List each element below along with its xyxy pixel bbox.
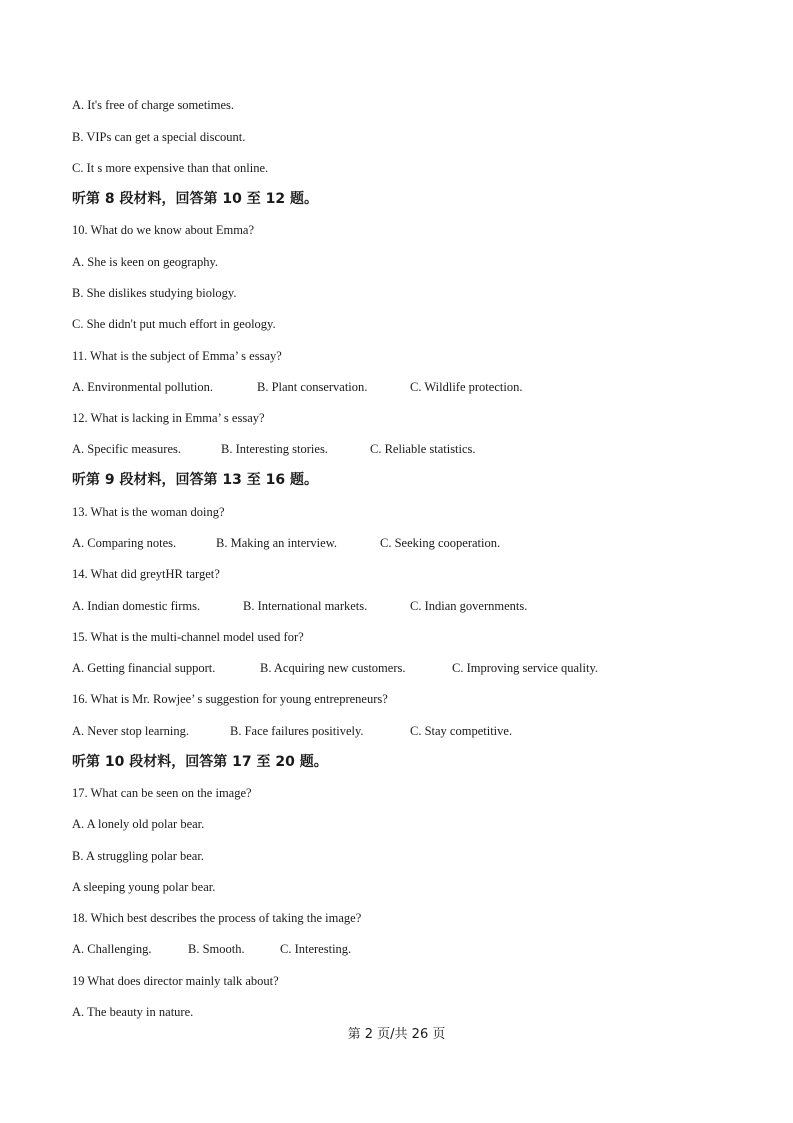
section-heading: 听第 10 段材料，回答第 17 至 20 题。 xyxy=(72,754,328,770)
option-line: B. A struggling polar bear. xyxy=(72,849,204,863)
option-line: B. She dislikes studying biology. xyxy=(72,286,237,300)
question: 15. What is the multi-channel model used for? xyxy=(72,630,304,644)
option-line: A. The beauty in nature. xyxy=(72,1005,194,1019)
option-line: A sleeping young polar bear. xyxy=(72,880,216,894)
question: 12. What is lacking in Emma’ s essay? xyxy=(72,411,265,425)
option-row xyxy=(72,660,598,676)
option: A. Comparing notes. xyxy=(72,536,177,550)
option: B. Making an interview. xyxy=(216,536,338,550)
option-row xyxy=(72,379,522,395)
option-line: B. VIPs can get a special discount. xyxy=(72,130,246,144)
option-row xyxy=(72,941,351,957)
section-heading: 听第 8 段材料，回答第 10 至 12 题。 xyxy=(72,191,318,207)
option: C. Seeking cooperation. xyxy=(380,536,501,550)
option: A. Indian domestic firms. xyxy=(72,599,201,613)
section-heading: 听第 9 段材料，回答第 13 至 16 题。 xyxy=(72,472,318,488)
question: 18. Which best describes the process of taking the image? xyxy=(72,911,362,925)
option: A. Getting financial support. xyxy=(72,661,216,675)
option: B. International markets. xyxy=(243,599,368,613)
option: A. Challenging. xyxy=(72,942,152,956)
question: 13. What is the woman doing? xyxy=(72,505,225,519)
option-line: C. It s more expensive than that online. xyxy=(72,161,269,175)
option: B. Interesting stories. xyxy=(221,442,328,456)
option-row xyxy=(72,441,476,457)
option: B. Face failures positively. xyxy=(230,724,364,738)
option: C. Interesting. xyxy=(280,942,352,956)
option: A. Specific measures. xyxy=(72,442,181,456)
question: 11. What is the subject of Emma’ s essay? xyxy=(72,349,282,363)
question: 17. What can be seen on the image? xyxy=(72,786,252,800)
question: 16. What is Mr. Rowjee’ s suggestion for young entrepreneurs? xyxy=(72,692,388,706)
page-footer: 第 2 页/共 26 页 xyxy=(347,1027,446,1042)
option: B. Plant conservation. xyxy=(257,380,368,394)
option: B. Smooth. xyxy=(188,942,245,956)
option-line: A. She is keen on geography. xyxy=(72,255,219,269)
option-line: A. A lonely old polar bear. xyxy=(72,817,205,831)
option-line: C. She didn't put much effort in geology. xyxy=(72,317,276,331)
question: 19 What does director mainly talk about? xyxy=(72,974,279,988)
option-row xyxy=(72,598,527,614)
question: 10. What do we know about Emma? xyxy=(72,223,255,237)
option: C. Wildlife protection. xyxy=(410,380,523,394)
option-row xyxy=(72,723,512,739)
question: 14. What did greytHR target? xyxy=(72,567,220,581)
option-line: A. It's free of charge sometimes. xyxy=(72,98,235,112)
option: C. Stay competitive. xyxy=(410,724,513,738)
option-row xyxy=(72,535,500,551)
option: C. Improving service quality. xyxy=(452,661,599,675)
option: C. Indian governments. xyxy=(410,599,528,613)
option: C. Reliable statistics. xyxy=(370,442,476,456)
option: B. Acquiring new customers. xyxy=(260,661,406,675)
option: A. Environmental pollution. xyxy=(72,380,213,394)
option: A. Never stop learning. xyxy=(72,724,189,738)
